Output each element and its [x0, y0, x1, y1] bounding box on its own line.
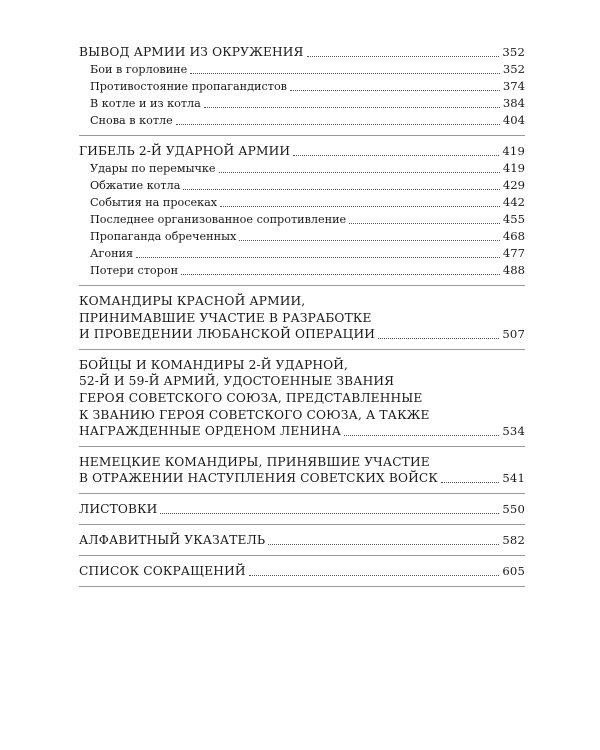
toc-entry-subsection[interactable] [79, 211, 525, 228]
appendix-title-line: НЕМЕЦКИЕ КОМАНДИРЫ, ПРИНЯВШИЕ УЧАСТИЕ [79, 454, 430, 469]
toc-entry-appendix[interactable] [79, 454, 525, 487]
dot-leader [219, 172, 500, 173]
dot-leader [190, 73, 500, 74]
chapter-title: ГИБЕЛЬ 2-Й УДАРНОЙ АРМИИ [79, 144, 291, 158]
appendix-title-line: ПРИНИМАВШИЕ УЧАСТИЕ В РАЗРАБОТКЕ [79, 310, 372, 325]
page-number: 550 [502, 501, 525, 516]
page-number: 468 [502, 229, 525, 243]
dot-leader [293, 155, 499, 156]
toc-entry-subsection[interactable] [79, 61, 525, 78]
page-number: 429 [502, 178, 525, 192]
page-number: 352 [502, 45, 525, 59]
page-number: 534 [502, 424, 525, 439]
page-number: 582 [502, 532, 525, 547]
subsection-title: В котле и из котла [90, 97, 201, 110]
page-number: 352 [502, 62, 525, 76]
page-number: 455 [502, 212, 525, 226]
page-number: 605 [502, 563, 525, 578]
dot-leader [204, 107, 500, 108]
appendix-title-line: КОМАНДИРЫ КРАСНОЙ АРМИИ, [79, 294, 306, 308]
dot-leader [181, 274, 500, 275]
appendix-title-line: НАГРАЖДЕННЫЕ ОРДЕНОМ ЛЕНИНА [79, 424, 342, 439]
toc-entry-subsection[interactable] [79, 95, 525, 112]
toc-entry-subsection[interactable] [79, 194, 525, 211]
dot-leader [349, 223, 500, 224]
appendix-title-line: ГЕРОЯ СОВЕТСКОГО СОЮЗА, ПРЕДСТАВЛЕННЫЕ [79, 390, 423, 405]
toc-entry-appendix[interactable] [79, 293, 525, 343]
appendix-title-line: К ЗВАНИЮ ГЕРОЯ СОВЕТСКОГО СОЮЗА, А ТАКЖЕ [79, 407, 430, 422]
dot-leader [220, 206, 500, 207]
subsection-title: Противостояние пропагандистов [90, 80, 287, 93]
subsection-title: Бои в горловине [90, 63, 188, 76]
dot-leader [378, 338, 499, 339]
dot-leader [183, 189, 499, 190]
page-number: 541 [502, 471, 525, 486]
dot-leader [441, 482, 499, 483]
subsection-title: Удары по перемычке [90, 162, 216, 175]
appendix-title-last-line [79, 470, 525, 487]
dot-leader [268, 544, 499, 545]
toc-entry-chapter[interactable] [79, 501, 525, 518]
chapter-title: ЛИСТОВКИ [79, 501, 158, 516]
toc-entry-subsection[interactable] [79, 112, 525, 129]
dot-leader [307, 56, 500, 57]
toc-entry-subsection[interactable] [79, 245, 525, 262]
table-of-contents [79, 44, 525, 587]
appendix-title-last-line [79, 423, 525, 440]
dot-leader [249, 575, 500, 576]
subsection-title: Последнее организованное сопротивление [90, 213, 347, 226]
toc-entry-chapter[interactable] [79, 143, 525, 160]
subsection-title: Потери сторон [90, 264, 179, 277]
dot-leader [344, 435, 499, 436]
toc-entry-subsection[interactable] [79, 262, 525, 279]
toc-entry-subsection[interactable] [79, 228, 525, 245]
toc-entry-subsection[interactable] [79, 78, 525, 95]
toc-entry-appendix[interactable] [79, 357, 525, 440]
appendix-title-line: И ПРОВЕДЕНИИ ЛЮБАНСКОЙ ОПЕРАЦИИ [79, 327, 376, 342]
dot-leader [176, 124, 500, 125]
dot-leader [239, 240, 500, 241]
page-number: 488 [502, 263, 525, 277]
appendix-title-line: БОЙЦЫ И КОМАНДИРЫ 2-Й УДАРНОЙ, [79, 357, 349, 372]
page-number: 477 [502, 246, 525, 260]
dot-leader [290, 90, 500, 91]
appendix-title-line: В ОТРАЖЕНИИ НАСТУПЛЕНИЯ СОВЕТСКИХ ВОЙСК [79, 471, 438, 486]
dot-leader [136, 257, 500, 258]
chapter-title: СПИСОК СОКРАЩЕНИЙ [79, 563, 246, 578]
toc-entry-chapter[interactable] [79, 532, 525, 549]
toc-entry-chapter[interactable] [79, 563, 525, 580]
page-number: 404 [502, 113, 525, 127]
appendix-title-line: 52-Й И 59-Й АРМИЙ, УДОСТОЕННЫЕ ЗВАНИЯ [79, 374, 395, 389]
section-divider [79, 586, 525, 587]
toc-entry-subsection[interactable] [79, 177, 525, 194]
page-number: 419 [502, 161, 525, 175]
appendix-title-last-line [79, 326, 525, 343]
subsection-title: Пропаганда обреченных [90, 230, 237, 243]
subsection-title: Агония [90, 247, 134, 260]
subsection-title: Снова в котле [90, 114, 173, 127]
page-number: 507 [502, 327, 525, 342]
chapter-title: ВЫВОД АРМИИ ИЗ ОКРУЖЕНИЯ [79, 45, 304, 59]
toc-entry-subsection[interactable] [79, 160, 525, 177]
dot-leader [160, 513, 499, 514]
chapter-title: АЛФАВИТНЫЙ УКАЗАТЕЛЬ [79, 532, 266, 547]
page-number: 419 [502, 144, 525, 158]
page-number: 384 [502, 96, 525, 110]
toc-entry-chapter[interactable] [79, 44, 525, 61]
subsection-title: События на просеках [90, 196, 218, 209]
page-number: 442 [502, 195, 525, 209]
subsection-title: Обжатие котла [90, 179, 181, 192]
page-number: 374 [502, 79, 525, 93]
